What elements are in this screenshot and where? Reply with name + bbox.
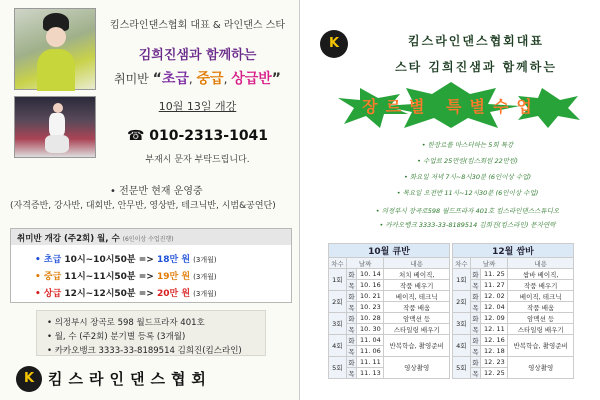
table-cell: 목 — [470, 280, 481, 291]
schedule-row-advanced — [35, 286, 217, 299]
bank-account: • 카카오뱅크 3333-33-8189514 김희진(킴스라인) — [47, 346, 242, 356]
schedule-text: 취미반 개강 (주2회) 월, 수 — [17, 234, 120, 244]
table-cell: 12. 02 — [481, 291, 508, 302]
table-row — [453, 335, 574, 346]
detail-3: • 화요일 저녁 7시~8시30분 (6인이상 수업) — [404, 173, 531, 181]
schedule-text: 12시~12시50분 => — [64, 289, 154, 299]
column-header: 내용 — [384, 258, 450, 269]
table-cell: 반복학습, 촬영준비 — [384, 335, 450, 357]
schedule-text: (3개월) — [193, 290, 217, 298]
table-cell: 5회 — [329, 357, 347, 379]
table-cell: 화 — [470, 335, 481, 346]
right-title-2: 스타 김희진샘과 함께하는 — [395, 60, 557, 74]
association-name: 킴스라인댄스협회 — [48, 370, 212, 388]
kims-logo-icon: K — [16, 366, 42, 392]
table-cell: 목 — [470, 302, 481, 313]
table-cell: 화 — [346, 269, 357, 280]
table-row — [329, 357, 450, 368]
address: • 의정부시 장곡로 598 월드프라자 401호 — [47, 318, 205, 328]
table-row — [453, 324, 574, 335]
table-cell: 작품 배우기 — [508, 280, 574, 291]
table-cell: 암맥션 등 — [384, 313, 450, 324]
table-cell: 10. 14 — [357, 269, 384, 280]
table-cell: 화 — [470, 313, 481, 324]
table-cell: 화 — [470, 269, 481, 280]
table-cell: 5회 — [453, 357, 471, 379]
schedule-text: 초급 — [43, 255, 62, 265]
table-cell: 10. 28 — [357, 313, 384, 324]
table-cell: 베이직, 테크닉 — [508, 291, 574, 302]
detail-6: • 카카오뱅크 3333-33-8189514 김희진(킴스라인) 문자연락 — [379, 221, 556, 229]
table-row — [329, 335, 450, 346]
table-cell: 11. 27 — [481, 280, 508, 291]
schedule-text: (3개월) — [193, 273, 217, 281]
table-cell: 베이직, 테크닉 — [384, 291, 450, 302]
table-row — [329, 280, 450, 291]
table-row — [329, 324, 450, 335]
detail-1: • 한장르를 마스터하는 5회 특강 — [421, 141, 514, 149]
table-cell: 11. 11 — [357, 357, 384, 368]
table-cell: 2회 — [453, 291, 471, 313]
table-row — [453, 302, 574, 313]
table-cell: 쌈바 베이직, — [508, 269, 574, 280]
calendar-october — [328, 243, 450, 379]
table-cell: 목 — [470, 324, 481, 335]
pro-class-detail: (자격증반, 강사반, 대회반, 안무반, 영상반, 테크닉반, 시범&공연단) — [10, 201, 276, 211]
table-cell: 11. 25 — [481, 269, 508, 280]
schedule-text: 상급 — [43, 289, 62, 299]
level-line: 취미반 “초급, 중급, 상급반” — [114, 71, 281, 87]
table-cell: 3회 — [329, 313, 347, 335]
detail-4: • 목요일 오전반 11시~12시30분 (6인이상 수업) — [396, 189, 539, 197]
calendar-title: 10월 큐반 — [329, 244, 450, 258]
table-cell: 화 — [470, 357, 481, 368]
table-row — [329, 244, 450, 258]
right-title-1: 킴스라인댄스협회대표 — [408, 34, 544, 48]
schedule-row-beginner — [35, 252, 217, 265]
dance-photo — [14, 96, 96, 158]
table-cell: 12. 09 — [481, 313, 508, 324]
table-cell: 4회 — [453, 335, 471, 357]
table-cell: 화 — [346, 357, 357, 368]
table-cell: 화 — [346, 291, 357, 302]
detail-5: • 의정부시 장곡로598 월드프라자 401호 킴스라인댄스스튜디오 — [375, 207, 560, 215]
table-cell: 작품 배우기 — [384, 280, 450, 291]
table-row — [329, 302, 450, 313]
table-cell: 12. 18 — [481, 346, 508, 357]
table-row — [453, 244, 574, 258]
schedule-text: 18만 원 — [156, 255, 191, 265]
table-row — [329, 258, 450, 269]
table-row — [453, 357, 574, 368]
schedule-text: • — [35, 289, 44, 299]
right-flyer — [300, 0, 600, 400]
table-row — [453, 280, 574, 291]
special-class-title: 장르별 특별수업 — [362, 97, 540, 116]
table-cell: 작품 배움 — [508, 302, 574, 313]
table-cell: 화 — [470, 291, 481, 302]
table-cell: 처치 베이직, — [384, 269, 450, 280]
table-row — [453, 258, 574, 269]
table-row — [453, 313, 574, 324]
table-cell: 2회 — [329, 291, 347, 313]
schedule-text: 11시~11시50분 => — [64, 272, 154, 282]
table-cell: 화 — [346, 313, 357, 324]
schedule-text: 20만 원 — [156, 289, 191, 299]
schedule-text: (6인이상 수업진행) — [122, 236, 174, 243]
column-header: 내용 — [508, 258, 574, 269]
table-cell: 12. 04 — [481, 302, 508, 313]
table-cell: 목 — [346, 368, 357, 379]
headline: 킴스라인댄스협회 대표 & 라인댄스 스타 — [109, 20, 286, 31]
table-row — [329, 269, 450, 280]
table-cell: 스타일링 배우기 — [384, 324, 450, 335]
table-cell: 작품 배움 — [384, 302, 450, 313]
table-cell: 4회 — [329, 335, 347, 357]
registration: • 월, 수 (주2회) 분기별 등록 (3개월) — [47, 332, 186, 342]
studio-info — [36, 310, 266, 356]
schedule-text: 19만 원 — [156, 272, 191, 282]
table-cell: 1회 — [453, 269, 471, 291]
schedule-text: 중급 — [43, 272, 62, 282]
table-cell: 11. 04 — [357, 335, 384, 346]
table-cell: 목 — [470, 346, 481, 357]
column-header: 차수 — [329, 258, 347, 269]
table-cell: 반복학습, 촬영준비 — [508, 335, 574, 357]
table-cell: 암맥션 등 — [508, 313, 574, 324]
table-cell: 목 — [346, 324, 357, 335]
contact-note: 부재시 문자 부탁드립니다. — [145, 155, 250, 165]
schedule-text: (3개월) — [193, 256, 217, 264]
table-cell: 1회 — [329, 269, 347, 291]
open-date: 10월 13일 개강 — [158, 100, 237, 113]
column-header: 날짜 — [470, 258, 508, 269]
schedule-text: • — [35, 272, 44, 282]
with-line: 김희진샘과 함께하는 — [138, 48, 257, 63]
table-cell: 영상촬영 — [508, 357, 574, 379]
phone-number[interactable]: ☎ 010-2313-1041 — [126, 128, 269, 144]
table-cell: 12. 11 — [481, 324, 508, 335]
schedule-text: 10시~10시50분 => — [64, 255, 154, 265]
schedule-header — [11, 229, 291, 245]
table-cell: 10. 30 — [357, 324, 384, 335]
schedule-row-intermediate — [35, 269, 217, 282]
table-cell: 영상촬영 — [384, 357, 450, 379]
table-cell: 목 — [346, 302, 357, 313]
table-row — [453, 269, 574, 280]
column-header: 날짜 — [346, 258, 384, 269]
table-row — [453, 291, 574, 302]
table-cell: 목 — [346, 280, 357, 291]
table-cell: 10. 21 — [357, 291, 384, 302]
table-cell: 12. 25 — [481, 368, 508, 379]
table-cell: 11. 06 — [357, 346, 384, 357]
table-cell: 12. 23 — [481, 357, 508, 368]
table-cell: 목 — [346, 346, 357, 357]
table-cell: 10. 16 — [357, 280, 384, 291]
calendar-title: 12월 쌈바 — [453, 244, 574, 258]
table-cell: 10. 23 — [357, 302, 384, 313]
table-cell: 스타일링 배우기 — [508, 324, 574, 335]
table-cell: 3회 — [453, 313, 471, 335]
column-header: 차수 — [453, 258, 471, 269]
schedule-box — [10, 228, 292, 303]
table-row — [329, 313, 450, 324]
kims-logo-icon: K — [320, 30, 348, 58]
table-cell: 11. 13 — [357, 368, 384, 379]
schedule-text: • — [35, 255, 44, 265]
calendar-december — [452, 243, 574, 379]
instructor-photo — [14, 8, 96, 90]
table-cell: 화 — [346, 335, 357, 346]
detail-2: • 수업료 25만원(킴스회원 22만원) — [417, 157, 518, 165]
table-cell: 12. 16 — [481, 335, 508, 346]
table-row — [329, 291, 450, 302]
pro-class-title: • 전문반 현재 운영중 — [110, 186, 203, 197]
table-cell: 목 — [470, 368, 481, 379]
